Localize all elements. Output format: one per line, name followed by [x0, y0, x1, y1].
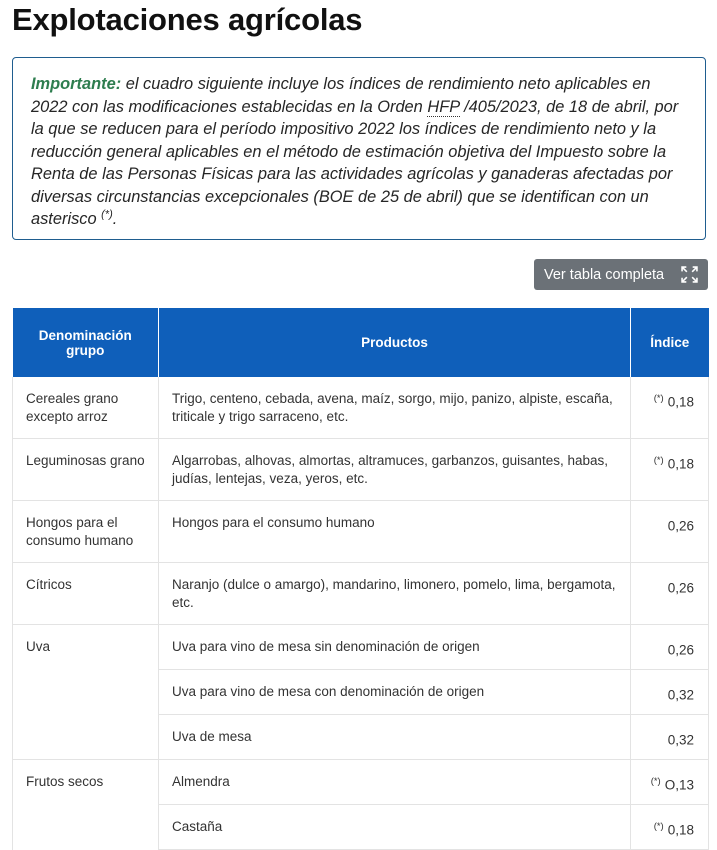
table-row — [13, 377, 709, 439]
products-cell: Trigo, centeno, cebada, avena, maíz, sorgo, mijo, panizo, alpiste, escaña, triticale y trigo sarraceno, etc. — [159, 377, 631, 439]
table-row — [13, 805, 709, 850]
header-products: Productos — [159, 308, 631, 377]
group-cell: Leguminosas grano — [13, 439, 159, 501]
group-cell: Frutos secos — [13, 760, 159, 805]
index-cell — [631, 670, 709, 715]
table-row — [13, 563, 709, 625]
view-full-table-button[interactable] — [534, 259, 708, 290]
index-value: 0,32 — [667, 732, 694, 748]
indices-table — [12, 308, 709, 850]
table-row — [13, 501, 709, 563]
index-value: 0,18 — [667, 394, 694, 410]
table-header-row — [13, 308, 709, 377]
products-cell: Hongos para el consumo humano — [159, 501, 631, 563]
notice-abbr-hfp[interactable]: HFP — [427, 97, 460, 116]
asterisk-mark: (*) — [650, 776, 661, 787]
group-cell: Cereales grano excepto arroz — [13, 377, 159, 439]
index-cell — [631, 377, 709, 439]
products-cell: Naranjo (dulce o amargo), mandarino, limonero, pomelo, lima, bergamota, etc. — [159, 563, 631, 625]
view-full-table-label: Ver tabla completa — [544, 266, 665, 283]
index-cell — [631, 760, 709, 805]
table-row — [13, 760, 709, 805]
index-value: 0,26 — [667, 518, 694, 534]
page-title: Explotaciones agrícolas — [12, 2, 363, 37]
index-value: 0,18 — [667, 822, 694, 838]
table-row — [13, 439, 709, 501]
expand-icon — [681, 266, 698, 283]
group-cell — [13, 805, 159, 850]
group-cell: Cítricos — [13, 563, 159, 625]
group-cell — [13, 670, 159, 715]
group-cell: Uva — [13, 625, 159, 670]
products-cell: Uva para vino de mesa sin denominación de origen — [159, 625, 631, 670]
group-cell: Hongos para el consumo humano — [13, 501, 159, 563]
header-group: Denominación grupo — [13, 308, 159, 377]
asterisk-mark: (*) — [653, 393, 664, 404]
notice-end: . — [112, 210, 118, 228]
asterisk-mark: (*) — [653, 455, 664, 466]
index-cell — [631, 625, 709, 670]
products-cell: Uva para vino de mesa con denominación de origen — [159, 670, 631, 715]
index-value: 0,26 — [667, 642, 694, 658]
notice-asterisk: (*) — [101, 208, 113, 221]
notice-lead: Importante: — [31, 75, 122, 93]
products-cell: Castaña — [159, 805, 631, 850]
important-notice — [12, 57, 706, 240]
notice-text-before: el cuadro siguiente incluye los índices de rendimiento neto aplicables en 2022 con las modificaciones establecidas en la Orden — [31, 75, 651, 116]
header-index: Índice — [631, 308, 709, 377]
notice-text-after: /405/2023, de 18 de abril, por la que se reducen para el período impositivo 2022 los índices de rendimiento neto y la reducción general aplicables en el método de estimación objetiva del Impuesto sobre la Renta de las Personas Físicas para las actividades agrícolas y ganaderas afectadas por diversas circunstancias excepcionales (BOE de 25 de abril) que se identifican con un asterisco — [31, 97, 679, 228]
index-cell — [631, 439, 709, 501]
table-row — [13, 670, 709, 715]
index-value: O,13 — [664, 777, 694, 793]
index-value: 0,18 — [667, 456, 694, 472]
index-value: 0,26 — [667, 580, 694, 596]
index-cell — [631, 715, 709, 760]
table-row — [13, 715, 709, 760]
products-cell: Almendra — [159, 760, 631, 805]
index-cell — [631, 563, 709, 625]
index-cell — [631, 501, 709, 563]
asterisk-mark: (*) — [653, 821, 664, 832]
table-row — [13, 625, 709, 670]
index-value: 0,32 — [667, 687, 694, 703]
products-cell: Algarrobas, alhovas, almortas, altramuces, garbanzos, guisantes, habas, judías, lentejas, veza, yeros, etc. — [159, 439, 631, 501]
products-cell: Uva de mesa — [159, 715, 631, 760]
group-cell — [13, 715, 159, 760]
index-cell — [631, 805, 709, 850]
